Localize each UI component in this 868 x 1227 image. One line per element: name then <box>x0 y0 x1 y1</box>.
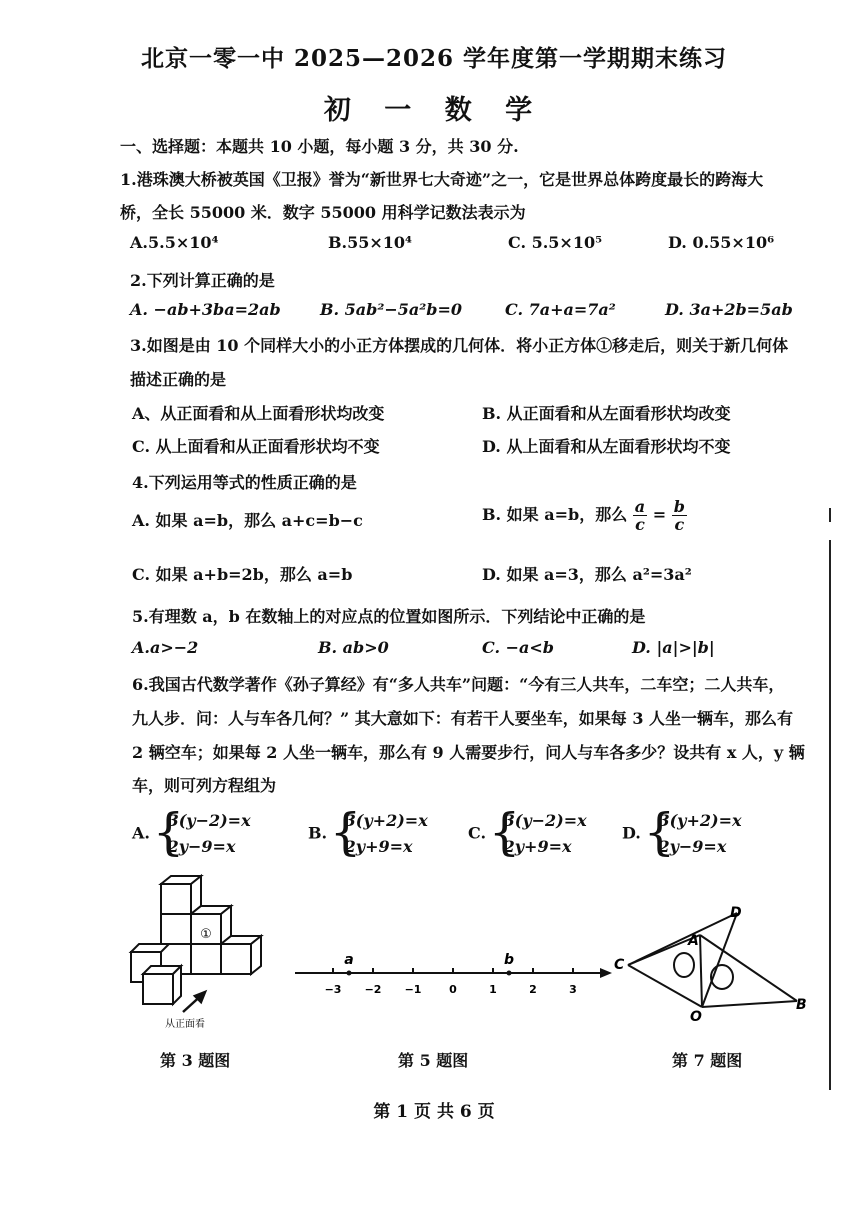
page-footer: 第 1 页 共 6 页 <box>373 1102 495 1122</box>
number-line-tick-label: −1 <box>404 983 422 996</box>
q6-stem-line4: 车，则可列方程组为 <box>132 776 277 795</box>
figure-5-caption: 第 5 题图 <box>398 1051 469 1070</box>
q3-option-c[interactable]: C. 从上面看和从正面看形状均不变 <box>132 437 380 456</box>
option-label: D. <box>622 823 641 843</box>
q1-stem-line1: 1.港珠澳大桥被英国《卫报》誉为“新世界七大奇迹”之一，它是世界总体跨度最长的跨海大 <box>120 170 764 189</box>
equation-system <box>156 808 251 860</box>
q2-option-a[interactable]: A. −ab+3ba=2ab <box>130 300 281 319</box>
q3-option-d[interactable]: D. 从上面看和从左面看形状均不变 <box>482 437 731 456</box>
fraction-denominator: c <box>674 515 685 534</box>
scan-edge-line <box>829 540 831 1090</box>
q3-option-b[interactable]: B. 从正面看和从左面看形状均改变 <box>482 404 731 423</box>
point-b-label: b <box>503 952 515 968</box>
point-b-label: B <box>796 997 807 1013</box>
q1-stem-line2: 桥，全长 55000 米．数字 55000 用科学记数法表示为 <box>120 203 526 222</box>
point-c-label: C <box>614 957 625 973</box>
equation-1: 3(y+2)=x <box>658 811 742 830</box>
option-label: B. <box>308 823 328 843</box>
figure-7-triangles <box>612 905 812 1025</box>
q4-option-c[interactable]: C. 如果 a+b=2b，那么 a=b <box>132 565 353 584</box>
q6-option-c[interactable] <box>468 808 587 860</box>
q4-option-a[interactable]: A. 如果 a=b，那么 a+c=b−c <box>132 511 363 530</box>
point-o-label: O <box>690 1009 702 1025</box>
q1-option-c[interactable]: C. 5.5×10⁵ <box>508 233 603 252</box>
exam-title: 北京一零一中 2025—2026 学年度第一学期期末练习 <box>140 45 728 72</box>
angle-mark-1 <box>674 953 694 977</box>
q5-option-b[interactable]: B. ab>0 <box>318 638 389 657</box>
angle-mark-2 <box>711 965 733 989</box>
equals-sign: = <box>652 505 667 524</box>
equation-system <box>492 808 587 860</box>
point-a <box>347 971 352 976</box>
point-a-label: a <box>344 952 354 968</box>
q3-stem-line2: 描述正确的是 <box>130 370 227 389</box>
fraction-b-over-c <box>672 498 687 533</box>
point-a-label: A <box>688 933 699 949</box>
equation-2: 2y+9=x <box>503 837 572 856</box>
q6-option-a[interactable] <box>132 808 251 860</box>
figure-3-caption: 第 3 题图 <box>160 1051 231 1070</box>
point-d-label: D <box>730 905 742 921</box>
equation-2: 2y−9=x <box>658 837 727 856</box>
figure-7-caption: 第 7 题图 <box>672 1051 743 1070</box>
front-view-arrow-label: 从正面看 <box>165 1019 205 1030</box>
equation-system <box>646 808 741 860</box>
segment-ao <box>700 935 702 1007</box>
q6-option-d[interactable] <box>622 808 742 860</box>
segment-ob <box>702 1001 797 1007</box>
q1-option-b[interactable]: B.55×10⁴ <box>328 233 413 252</box>
q3-stem-line1: 3.如图是由 10 个同样大小的小正方体摆成的几何体．将小正方体①移走后，则关于新几何体 <box>130 336 789 355</box>
q4-option-b-prefix: B. 如果 a=b，那么 <box>482 505 628 524</box>
number-line-arrow <box>600 968 612 978</box>
fraction-numerator: a <box>634 497 646 516</box>
equation-1: 3(y+2)=x <box>344 811 428 830</box>
segment-co <box>628 965 702 1007</box>
equation-1: 3(y−2)=x <box>167 811 251 830</box>
q3-option-a[interactable]: A、从正面看和从上面看形状均改变 <box>132 404 385 423</box>
number-line-tick-label: 2 <box>529 983 537 996</box>
q5-option-d[interactable]: D. |a|>|b| <box>632 638 715 657</box>
number-line-tick-label: 1 <box>489 983 497 996</box>
q2-option-b[interactable]: B. 5ab²−5a²b=0 <box>320 300 462 319</box>
cube-1-label: ① <box>200 927 212 942</box>
figure-5-number-line <box>290 945 620 1005</box>
fraction-a-over-c <box>633 498 647 533</box>
equation-2: 2y−9=x <box>167 837 236 856</box>
q6-option-b[interactable] <box>308 808 428 860</box>
equation-system <box>333 808 428 860</box>
scan-edge-mark <box>829 508 831 522</box>
q2-option-d[interactable]: D. 3a+2b=5ab <box>665 300 793 319</box>
q6-stem-line3: 2 辆空车；如果每 2 人坐一辆车，那么有 9 人需要步行，问人与车各多少？设共有 x 人，y 辆 <box>132 743 805 762</box>
subject-title: 初 一 数 学 <box>323 95 545 126</box>
q6-stem-line2: 九人步．问：人与车各几何？” 其大意如下：有若干人要坐车，如果每 3 人坐一辆车，那么有 <box>132 709 794 728</box>
q1-option-a[interactable]: A.5.5×10⁴ <box>130 233 219 252</box>
fraction-denominator: c <box>635 515 645 534</box>
q4-option-b[interactable] <box>482 498 687 533</box>
q4-stem: 4.下列运用等式的性质正确的是 <box>132 473 357 492</box>
q5-option-a[interactable]: A.a>−2 <box>132 638 199 657</box>
number-line-tick-label: 0 <box>449 983 457 996</box>
q5-stem: 5.有理数 a，b 在数轴上的对应点的位置如图所示．下列结论中正确的是 <box>132 607 646 626</box>
figure-3-cube-stack <box>125 872 275 1032</box>
equation-2: 2y+9=x <box>344 837 413 856</box>
option-label: A. <box>132 823 150 843</box>
q2-option-c[interactable]: C. 7a+a=7a² <box>505 300 616 319</box>
q4-option-d[interactable]: D. 如果 a=3，那么 a²=3a² <box>482 565 692 584</box>
point-b <box>507 971 512 976</box>
number-line-tick-label: −3 <box>324 983 342 996</box>
fraction-numerator: b <box>673 497 685 516</box>
q2-stem: 2.下列计算正确的是 <box>130 271 275 290</box>
number-line-tick-label: 3 <box>569 983 577 996</box>
section-heading: 一、选择题：本题共 10 小题，每小题 3 分，共 30 分. <box>120 137 519 156</box>
q6-stem-line1: 6.我国古代数学著作《孙子算经》有“多人共车”问题：“今有三人共车，二车空；二人共车， <box>132 675 785 694</box>
q5-option-c[interactable]: C. −a<b <box>482 638 554 657</box>
option-label: C. <box>468 823 487 843</box>
number-line-tick-label: −2 <box>364 983 382 996</box>
equation-1: 3(y−2)=x <box>503 811 587 830</box>
q1-option-d[interactable]: D. 0.55×10⁶ <box>668 233 775 252</box>
